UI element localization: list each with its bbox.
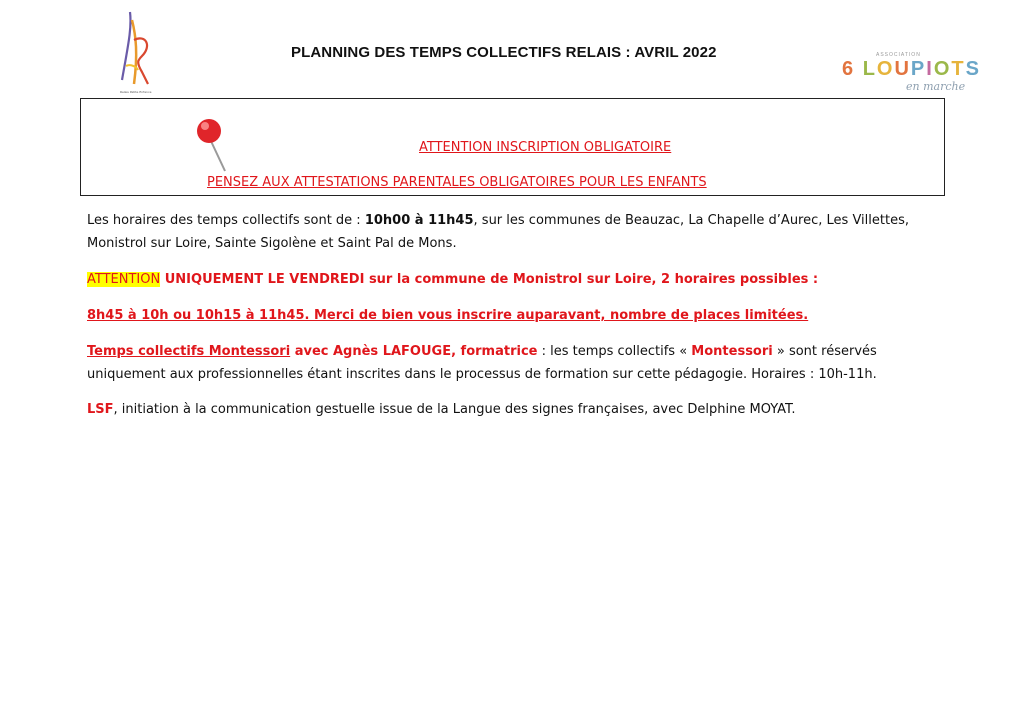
logo-letter: I [926,58,934,80]
logo-letter: O [876,58,895,80]
paragraph-montessori: Temps collectifs Montessori avec Agnès LAFOUGE, formatrice : les temps collectifs « Montessori » sont réservés uniquement aux professionnelles étant inscrites dans le processus de formation sur cette pédagogie. Horaires : 10h-11h. [87,344,877,382]
logo-tagline: en marche [906,80,966,93]
lsf-label: LSF [87,402,114,417]
logo-letter: P [910,58,927,80]
paragraph-attention: ATTENTION UNIQUEMENT LE VENDREDI sur la commune de Monistrol sur Loire, 2 horaires possibles : [87,272,819,287]
logo-letter: U [894,58,911,80]
relais-logo-caption: Relais Petite Enfance [120,90,152,94]
paragraph-times: 8h45 à 10h ou 10h15 à 11h45. Merci de bien vous inscrire auparavant, nombre de places limitées. [87,308,809,323]
page-title: PLANNING DES TEMPS COLLECTIFS RELAIS : AVRIL 2022 [291,44,717,61]
notice-line-2: PENSEZ AUX ATTESTATIONS PARENTALES OBLIGATOIRES POUR LES ENFANTS [207,175,707,190]
logo-letter: S [965,58,981,80]
notice-line-1: ATTENTION INSCRIPTION OBLIGATOIRE [419,140,672,155]
logo-brand [842,58,981,81]
logo-letter: 6 [842,58,856,80]
pushpin-icon [193,117,233,173]
logo-letter: T [951,58,966,80]
notice-box [80,98,945,196]
attention-highlight: ATTENTION [87,272,161,287]
paragraph-hours: Les horaires des temps collectifs sont de : 10h00 à 11h45, sur les communes de Beauzac, La Chapelle d’Aurec, Les Villettes, Monistrol sur Loire, Sainte Sigolène et Saint Pal de Mons. [87,213,909,251]
logo-assoc-label: ASSOCIATION [876,52,921,58]
hours-value: 10h00 à 11h45 [364,213,474,228]
logo-letter: L [862,58,877,80]
loupiots-logo [840,52,980,102]
relais-logo [112,6,162,96]
logo-letter [855,58,863,81]
logo-letter: O [933,58,952,80]
montessori-title: Temps collectifs Montessori [87,344,291,359]
paragraph-lsf: LSF, initiation à la communication gestuelle issue de la Langue des signes françaises, avec Delphine MOYAT. [87,402,796,417]
